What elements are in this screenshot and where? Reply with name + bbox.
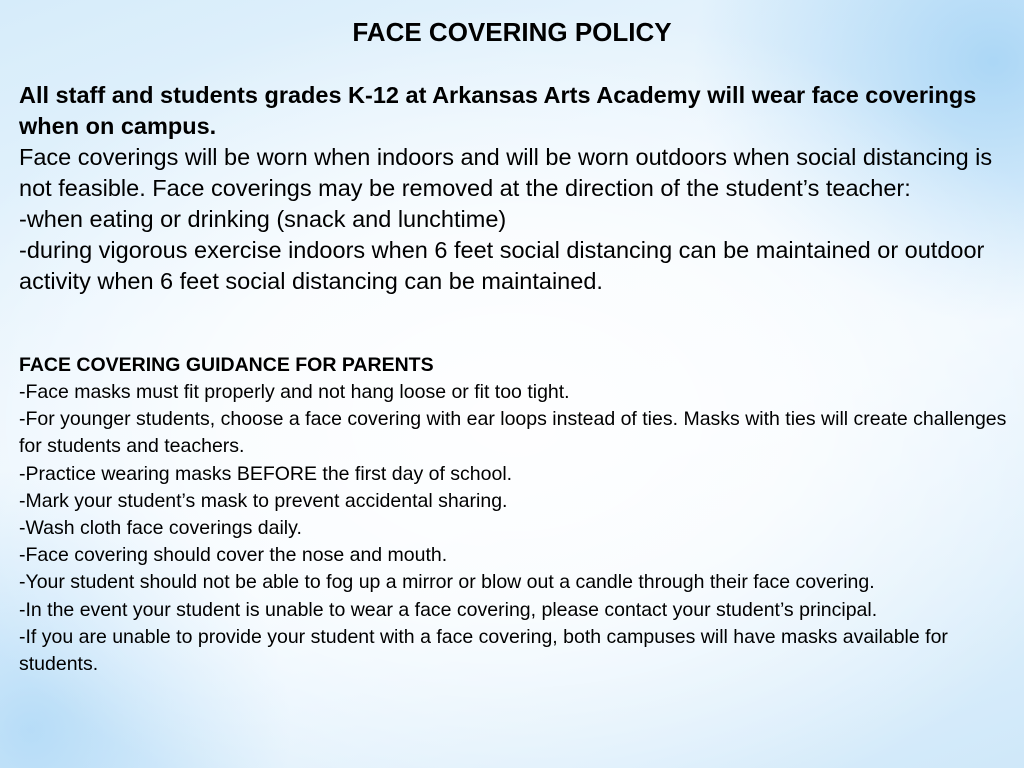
policy-section: [19, 80, 1009, 297]
guidance-item: -Mark your student’s mask to prevent accidental sharing.: [19, 489, 508, 512]
page-title: FACE COVERING POLICY: [352, 17, 672, 47]
policy-exception-eating: -when eating or drinking (snack and lunchtime): [19, 206, 507, 232]
guidance-heading: FACE COVERING GUIDANCE FOR PARENTS: [19, 354, 434, 376]
policy-exception-exercise: -during vigorous exercise indoors when 6 feet social distancing can be maintained or outdoor activity when 6 feet social distancing can be maintained.: [19, 237, 985, 294]
guidance-item: -In the event your student is unable to wear a face covering, please contact your student’s principal.: [19, 598, 878, 621]
guidance-item: -Wash cloth face coverings daily.: [19, 517, 302, 540]
policy-lead-statement: All staff and students grades K-12 at Arkansas Arts Academy will wear face coverings when on campus.: [19, 82, 977, 139]
policy-paragraph: Face coverings will be worn when indoors and will be worn outdoors when social distancing is not feasible. Face coverings may be removed at the direction of the student’s teacher:: [19, 144, 993, 201]
guidance-item: -Face masks must fit properly and not hang loose or fit too tight.: [19, 381, 570, 403]
guidance-item: -Practice wearing masks BEFORE the first day of school.: [19, 462, 513, 485]
guidance-section: [19, 352, 1009, 678]
guidance-item: -If you are unable to provide your student with a face covering, both campuses will have masks available for students.: [19, 625, 948, 676]
guidance-item: -For younger students, choose a face covering with ear loops instead of ties. Masks with ties will create challenges for students and teachers.: [19, 408, 1007, 458]
guidance-item: -Face covering should cover the nose and mouth.: [19, 544, 448, 567]
guidance-item: -Your student should not be able to fog up a mirror or blow out a candle through their face covering.: [19, 571, 875, 594]
